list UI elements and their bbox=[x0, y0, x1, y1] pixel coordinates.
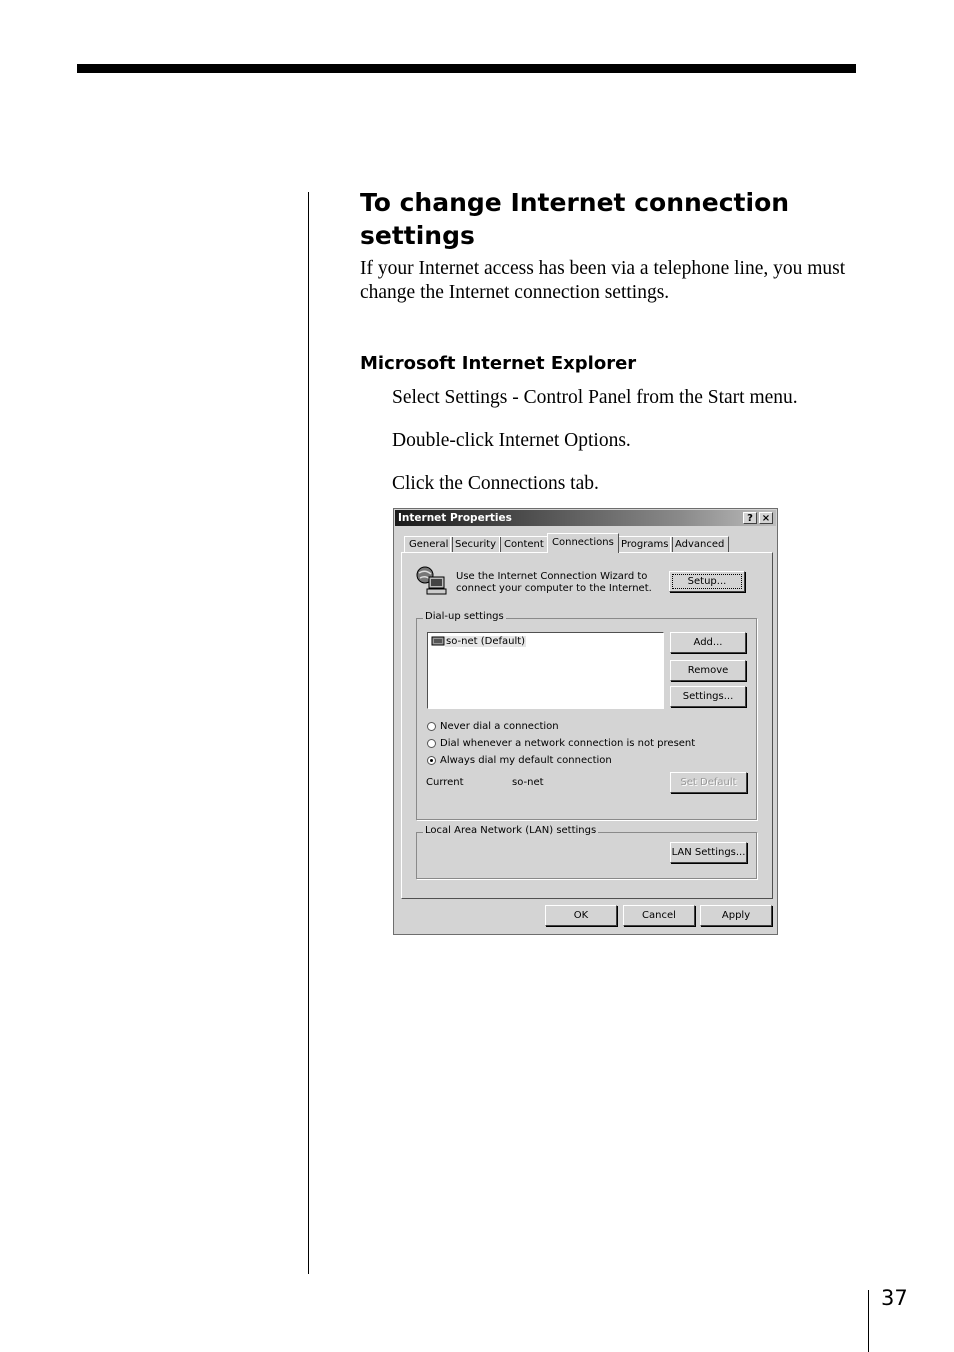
dialog-title: Internet Properties bbox=[398, 512, 512, 524]
set-default-button[interactable]: Set Default bbox=[670, 772, 747, 793]
radio-button[interactable] bbox=[427, 722, 436, 731]
intro-text: If your Internet access has been via a telephone line, you must change the Internet connection settings. bbox=[360, 258, 846, 303]
tab-content[interactable]: Content bbox=[499, 536, 549, 552]
page-number: 37 bbox=[881, 1286, 908, 1310]
radio-always-dial-label: Always dial my default connection bbox=[440, 755, 612, 766]
tab-advanced[interactable]: Advanced bbox=[670, 536, 729, 552]
help-icon[interactable]: ? bbox=[743, 512, 757, 524]
list-item[interactable] bbox=[431, 635, 526, 647]
wizard-text-line2: connect your computer to the Internet. bbox=[456, 583, 652, 594]
lan-settings-group bbox=[416, 825, 757, 879]
apply-button[interactable]: Apply bbox=[700, 905, 772, 926]
radio-button[interactable] bbox=[427, 739, 436, 748]
step-1: Select Settings - Control Panel from the Start menu. bbox=[392, 387, 798, 408]
radio-always-dial[interactable] bbox=[427, 755, 612, 766]
add-button[interactable]: Add... bbox=[670, 632, 746, 653]
radio-dial-whenever-label: Dial whenever a network connection is not present bbox=[440, 738, 696, 749]
dialog-titlebar bbox=[395, 510, 776, 526]
radio-never-dial[interactable] bbox=[427, 721, 559, 732]
dialup-settings-group bbox=[416, 611, 757, 820]
current-value: so-net bbox=[512, 777, 544, 788]
left-margin-rule bbox=[308, 192, 309, 1274]
close-icon[interactable]: × bbox=[759, 512, 773, 524]
section-subheading: Microsoft Internet Explorer bbox=[360, 353, 637, 374]
connection-wizard-icon bbox=[415, 565, 449, 597]
tab-connections[interactable]: Connections bbox=[547, 533, 619, 553]
wizard-text-line1: Use the Internet Connection Wizard to bbox=[456, 571, 648, 582]
top-rule bbox=[77, 64, 856, 73]
settings-button[interactable]: Settings... bbox=[670, 686, 746, 707]
dialup-entry-label: so-net (Default) bbox=[446, 636, 526, 647]
internet-properties-dialog bbox=[393, 508, 778, 935]
ok-button[interactable]: OK bbox=[545, 905, 617, 926]
radio-dial-whenever[interactable] bbox=[427, 738, 695, 749]
radio-button-selected[interactable] bbox=[427, 756, 436, 765]
setup-button[interactable]: Setup... bbox=[669, 571, 745, 592]
current-label: Current bbox=[426, 777, 464, 788]
lan-settings-legend: Local Area Network (LAN) settings bbox=[425, 825, 597, 836]
step-3: Click the Connections tab. bbox=[392, 473, 599, 494]
dialup-connection-icon bbox=[431, 635, 445, 647]
page-number-rule bbox=[868, 1290, 869, 1352]
remove-button[interactable]: Remove bbox=[670, 660, 746, 681]
step-2: Double-click Internet Options. bbox=[392, 430, 631, 451]
tab-general[interactable]: General bbox=[404, 536, 453, 552]
radio-never-dial-label: Never dial a connection bbox=[440, 721, 559, 732]
tab-programs[interactable]: Programs bbox=[616, 536, 673, 552]
connections-panel bbox=[401, 552, 773, 899]
tab-security[interactable]: Security bbox=[450, 536, 501, 552]
lan-settings-button[interactable]: LAN Settings... bbox=[670, 842, 747, 863]
page-title: To change Internet connection settings bbox=[360, 188, 790, 250]
dialup-connections-list[interactable] bbox=[427, 632, 664, 709]
dialup-settings-legend: Dial-up settings bbox=[425, 611, 504, 622]
cancel-button[interactable]: Cancel bbox=[623, 905, 695, 926]
